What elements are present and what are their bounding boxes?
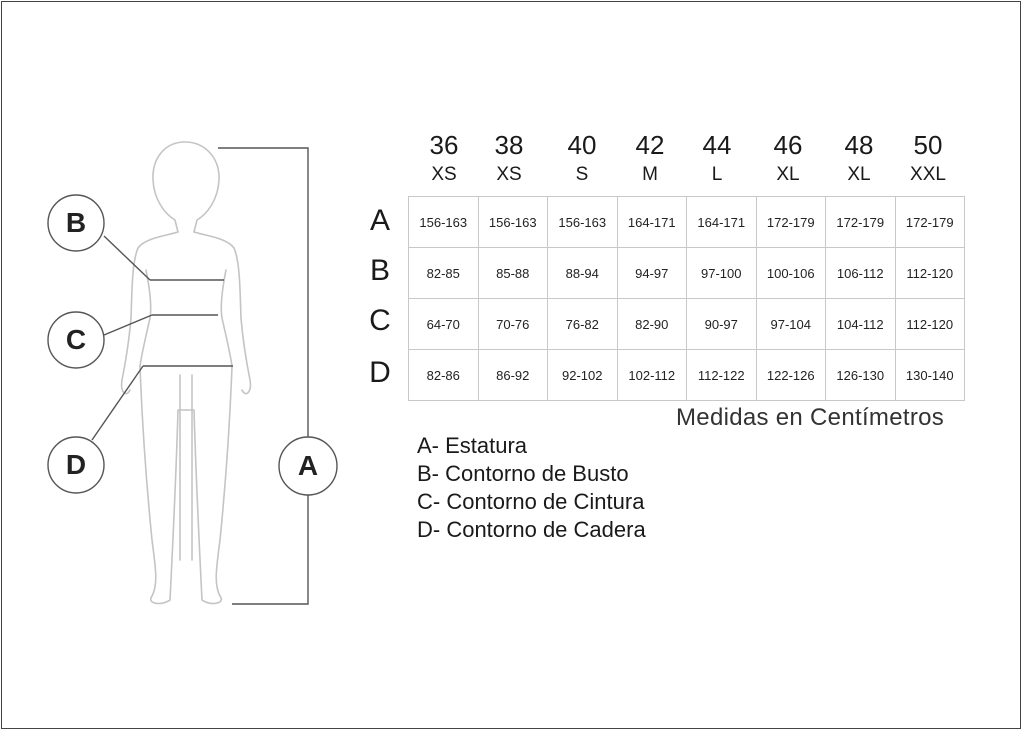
table-cell: 126-130 <box>826 350 896 401</box>
size-header <box>682 128 752 188</box>
size-number: 42 <box>635 130 665 160</box>
size-header <box>893 128 963 188</box>
table-cell: 88-94 <box>548 248 618 299</box>
table-cell: 106-112 <box>826 248 896 299</box>
legend-item: D- Contorno de Cadera <box>417 517 646 542</box>
size-number: 46 <box>773 130 803 160</box>
size-letter: S <box>575 164 589 185</box>
table-cell: 92-102 <box>548 350 618 401</box>
table-cell: 100-106 <box>756 248 826 299</box>
table-cell: 82-90 <box>617 299 687 350</box>
legend-item: C- Contorno de Cintura <box>417 489 645 514</box>
table-cell: 156-163 <box>409 197 479 248</box>
table-cell: 172-179 <box>826 197 896 248</box>
table-cell: 82-85 <box>409 248 479 299</box>
table-cell: 112-122 <box>687 350 757 401</box>
row-label-a: A <box>369 204 390 237</box>
size-letter: XS <box>496 164 522 185</box>
figure-label-a: A <box>297 450 319 481</box>
table-cell: 70-76 <box>478 299 548 350</box>
table-cell: 102-112 <box>617 350 687 401</box>
table-cell: 112-120 <box>895 299 965 350</box>
table-cell: 97-104 <box>756 299 826 350</box>
table-cell: 76-82 <box>548 299 618 350</box>
table-row <box>409 197 965 248</box>
size-header <box>824 128 894 188</box>
size-header <box>409 128 479 188</box>
table-cell: 130-140 <box>895 350 965 401</box>
table-cell: 86-92 <box>478 350 548 401</box>
size-letter: XL <box>776 164 800 185</box>
size-letter: XS <box>431 164 457 185</box>
size-letter: M <box>642 164 658 185</box>
table-row <box>409 350 965 401</box>
table-row <box>409 248 965 299</box>
table-cell: 164-171 <box>687 197 757 248</box>
size-number: 40 <box>567 130 597 160</box>
table-cell: 112-120 <box>895 248 965 299</box>
table-cell: 85-88 <box>478 248 548 299</box>
size-header <box>474 128 544 188</box>
size-number: 44 <box>702 130 732 160</box>
figure-label-c: C <box>65 324 87 355</box>
legend-item: B- Contorno de Busto <box>417 461 629 486</box>
table-cell: 164-171 <box>617 197 687 248</box>
table-cell: 172-179 <box>895 197 965 248</box>
size-letter: XL <box>847 164 871 185</box>
table-cell: 64-70 <box>409 299 479 350</box>
size-number: 50 <box>913 130 943 160</box>
size-headers <box>408 128 964 194</box>
table-row <box>409 299 965 350</box>
table-cell: 97-100 <box>687 248 757 299</box>
table-cell: 90-97 <box>687 299 757 350</box>
size-number: 36 <box>429 130 459 160</box>
size-header <box>615 128 685 188</box>
row-label-c: C <box>369 304 391 337</box>
row-label-b: B <box>369 254 390 287</box>
legend-item: A- Estatura <box>417 433 528 458</box>
units-caption: Medidas en Centímetros <box>676 404 945 431</box>
figure-label-d: D <box>65 449 87 480</box>
table-cell: 82-86 <box>409 350 479 401</box>
size-header <box>547 128 617 188</box>
table-cell: 172-179 <box>756 197 826 248</box>
figure-label-b: B <box>65 207 87 238</box>
size-letter: L <box>711 164 723 185</box>
row-label-d: D <box>369 356 391 389</box>
table-cell: 94-97 <box>617 248 687 299</box>
table-cell: 104-112 <box>826 299 896 350</box>
size-chart-table <box>408 196 965 401</box>
size-header <box>753 128 823 188</box>
table-cell: 156-163 <box>478 197 548 248</box>
table-cell: 122-126 <box>756 350 826 401</box>
measurement-legend <box>417 432 646 544</box>
size-letter: XXL <box>910 164 946 185</box>
size-number: 38 <box>494 130 524 160</box>
size-number: 48 <box>844 130 874 160</box>
table-cell: 156-163 <box>548 197 618 248</box>
